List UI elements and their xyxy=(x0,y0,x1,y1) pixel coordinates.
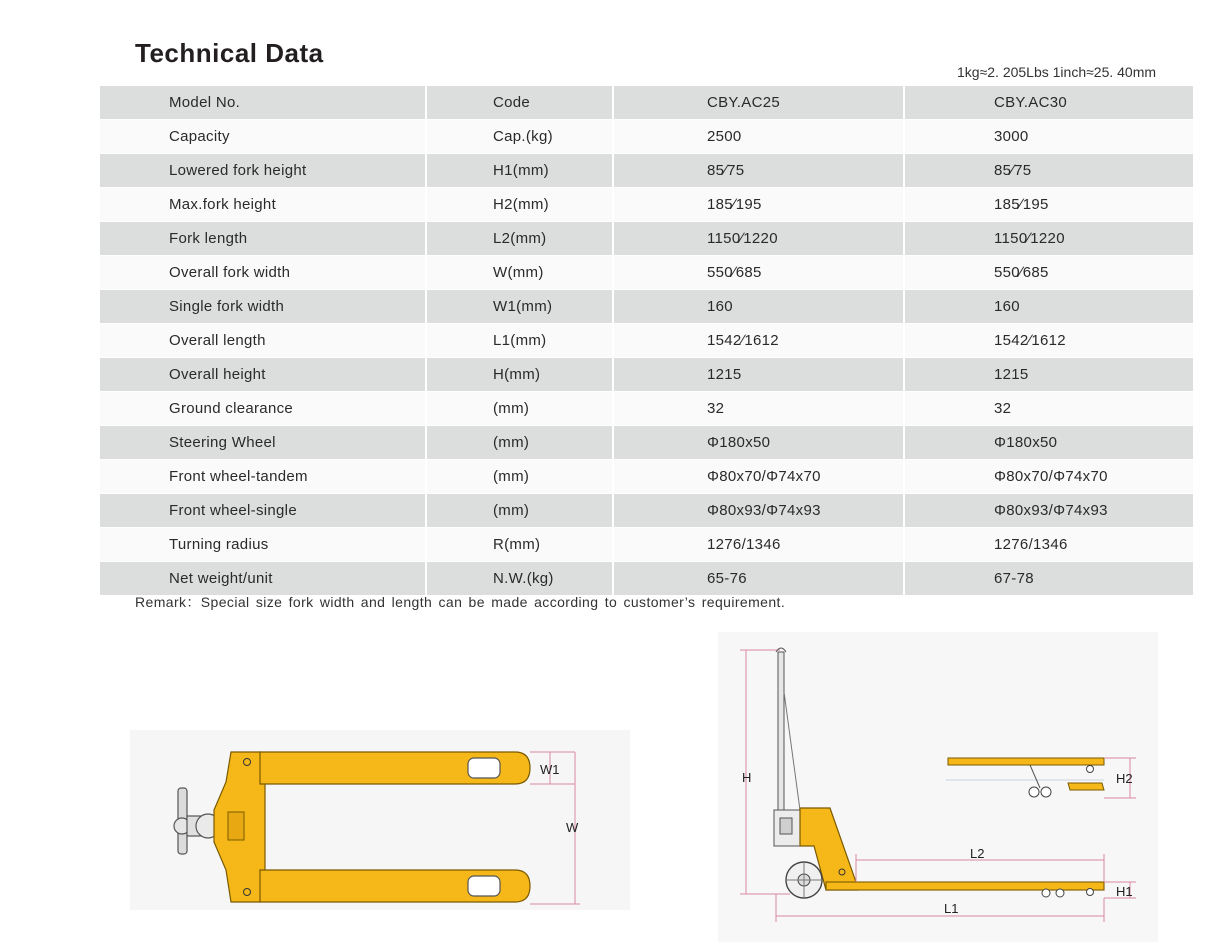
param-name-cell: Front wheel-tandem xyxy=(100,460,426,494)
ac25-value-cell: 1542∕1612 xyxy=(613,324,904,358)
code-cell: (mm) xyxy=(426,392,613,426)
unit-conversion-note: 1kg≈2. 205Lbs 1inch≈25. 40mm xyxy=(957,64,1157,80)
ac30-value-cell: 3000 xyxy=(904,120,1193,154)
ac30-value-cell: 67-78 xyxy=(904,562,1193,596)
ac25-value-cell: 1150∕1220 xyxy=(613,222,904,256)
param-name-cell: Fork length xyxy=(100,222,426,256)
header-cell-code: Code xyxy=(426,86,613,120)
param-name-cell: Net weight/unit xyxy=(100,562,426,596)
page-title: Technical Data xyxy=(135,38,324,68)
param-name-cell: Ground clearance xyxy=(100,392,426,426)
table-row xyxy=(100,460,1193,494)
ac30-value-cell: 1215 xyxy=(904,358,1193,392)
ac25-value-cell: 1215 xyxy=(613,358,904,392)
dim-label-l1: L1 xyxy=(944,901,959,916)
table-row xyxy=(100,426,1193,460)
code-cell: W1(mm) xyxy=(426,290,613,324)
table-row xyxy=(100,154,1193,188)
param-name-cell: Max.fork height xyxy=(100,188,426,222)
table-row xyxy=(100,528,1193,562)
code-cell: N.W.(kg) xyxy=(426,562,613,596)
technical-data-table xyxy=(100,86,1193,596)
table-row xyxy=(100,120,1193,154)
dim-label-h2: H2 xyxy=(1116,771,1133,786)
param-name-cell: Steering Wheel xyxy=(100,426,426,460)
dim-label-h: H xyxy=(742,770,752,785)
ac25-value-cell: 160 xyxy=(613,290,904,324)
header-cell-model-ac25: CBY.AC25 xyxy=(613,86,904,120)
code-cell: (mm) xyxy=(426,494,613,528)
param-name-cell: Turning radius xyxy=(100,528,426,562)
ac25-value-cell: Φ80x93/Φ74x93 xyxy=(613,494,904,528)
ac25-value-cell: 32 xyxy=(613,392,904,426)
dim-label-l2: L2 xyxy=(970,846,985,861)
code-cell: (mm) xyxy=(426,460,613,494)
code-cell: Cap.(kg) xyxy=(426,120,613,154)
ac25-value-cell: Φ180x50 xyxy=(613,426,904,460)
ac30-value-cell: 160 xyxy=(904,290,1193,324)
header-cell-model: Model No. xyxy=(100,86,426,120)
code-cell: L2(mm) xyxy=(426,222,613,256)
ac30-value-cell: 185∕195 xyxy=(904,188,1193,222)
ac25-value-cell: 2500 xyxy=(613,120,904,154)
ac30-value-cell: 1542∕1612 xyxy=(904,324,1193,358)
ac25-value-cell: Φ80x70/Φ74x70 xyxy=(613,460,904,494)
param-name-cell: Lowered fork height xyxy=(100,154,426,188)
table-row xyxy=(100,494,1193,528)
ac25-value-cell: 65-76 xyxy=(613,562,904,596)
code-cell: H1(mm) xyxy=(426,154,613,188)
dim-label-w: W xyxy=(566,820,579,835)
code-cell: H2(mm) xyxy=(426,188,613,222)
ac30-value-cell: Φ80x70/Φ74x70 xyxy=(904,460,1193,494)
top-view-diagram xyxy=(130,730,630,910)
ac30-value-cell: Φ180x50 xyxy=(904,426,1193,460)
table-row xyxy=(100,222,1193,256)
ac30-value-cell: 85∕75 xyxy=(904,154,1193,188)
ac30-value-cell: 32 xyxy=(904,392,1193,426)
param-name-cell: Front wheel-single xyxy=(100,494,426,528)
ac30-value-cell: 1276/1346 xyxy=(904,528,1193,562)
param-name-cell: Capacity xyxy=(100,120,426,154)
ac25-value-cell: 85∕75 xyxy=(613,154,904,188)
code-cell: R(mm) xyxy=(426,528,613,562)
param-name-cell: Single fork width xyxy=(100,290,426,324)
code-cell: H(mm) xyxy=(426,358,613,392)
dim-label-h1: H1 xyxy=(1116,884,1133,899)
code-cell: L1(mm) xyxy=(426,324,613,358)
header-cell-model-ac30: CBY.AC30 xyxy=(904,86,1193,120)
table-row xyxy=(100,358,1193,392)
param-name-cell: Overall fork width xyxy=(100,256,426,290)
remark-note: Remark：Special size fork width and length can be made according to customer’s requirement. xyxy=(135,594,786,610)
table-row xyxy=(100,324,1193,358)
table-row xyxy=(100,188,1193,222)
dim-label-w1: W1 xyxy=(540,762,560,777)
table-header-row xyxy=(100,86,1193,120)
ac25-value-cell: 185∕195 xyxy=(613,188,904,222)
ac30-value-cell: 1150∕1220 xyxy=(904,222,1193,256)
ac25-value-cell: 550∕685 xyxy=(613,256,904,290)
param-name-cell: Overall height xyxy=(100,358,426,392)
side-view-diagram xyxy=(718,632,1158,942)
ac25-value-cell: 1276/1346 xyxy=(613,528,904,562)
code-cell: W(mm) xyxy=(426,256,613,290)
ac30-value-cell: 550∕685 xyxy=(904,256,1193,290)
table-row xyxy=(100,290,1193,324)
table-row xyxy=(100,256,1193,290)
param-name-cell: Overall length xyxy=(100,324,426,358)
table-row xyxy=(100,392,1193,426)
code-cell: (mm) xyxy=(426,426,613,460)
table-row xyxy=(100,562,1193,596)
ac30-value-cell: Φ80x93/Φ74x93 xyxy=(904,494,1193,528)
